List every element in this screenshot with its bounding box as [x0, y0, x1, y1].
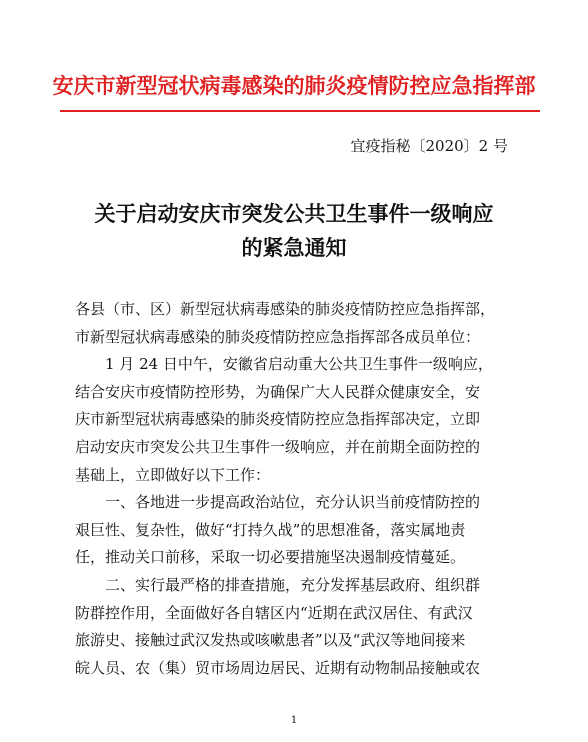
notice-title-line-1: 关于启动安庆市突发公共卫生事件一级响应	[94, 201, 494, 226]
page-number: 1	[290, 715, 298, 726]
body-line: 皖人员、农（集）贸市场周边居民、近期有动物制品接触或农	[75, 658, 481, 677]
document-number: 宜疫指秘〔2020〕2 号	[350, 137, 508, 155]
body-line: 艰巨性、复杂性，做好“打持久战”的思想准备，落实属地责	[75, 520, 466, 539]
issuer-name: 安庆市新型冠状病毒感染的肺炎疫情防控应急指挥部	[52, 73, 536, 98]
body-line: 结合安庆市疫情防控形势，为确保广大人民群众健康安全，安	[75, 382, 481, 401]
body-line: 各县（市、区）新型冠状病毒感染的肺炎疫情防控应急指挥部，	[75, 300, 496, 318]
notice-body	[75, 296, 520, 682]
body-line: 市新型冠状病毒感染的肺炎疫情防控应急指挥部各成员单位：	[75, 327, 481, 346]
body-line: 庆市新型冠状病毒感染的肺炎疫情防控应急指挥部决定，立即	[75, 410, 481, 429]
body-line: 基础上，立即做好以下工作：	[75, 465, 271, 484]
notice-title-line-2: 的紧急通知	[241, 235, 347, 260]
body-line: 1 月 24 日中午，安徽省启动重大公共卫生事件一级响应，	[105, 355, 493, 374]
body-line: 一、各地进一步提高政治站位，充分认识当前疫情防控的	[105, 493, 481, 512]
body-line: 二、实行最严格的排查措施，充分发挥基层政府、组织群	[105, 575, 481, 594]
body-line: 任，推动关口前移，采取一切必要措施坚决遏制疫情蔓延。	[75, 548, 466, 567]
body-line: 启动安庆市突发公共卫生事件一级响应，并在前期全面防控的	[75, 437, 481, 456]
body-line: 防群控作用，全面做好各自辖区内“近期在武汉居住、有武汉	[75, 603, 473, 622]
red-divider	[60, 110, 540, 112]
body-line: 旅游史、接触过武汉发热或咳嗽患者”以及“武汉等地间接来	[75, 631, 466, 650]
